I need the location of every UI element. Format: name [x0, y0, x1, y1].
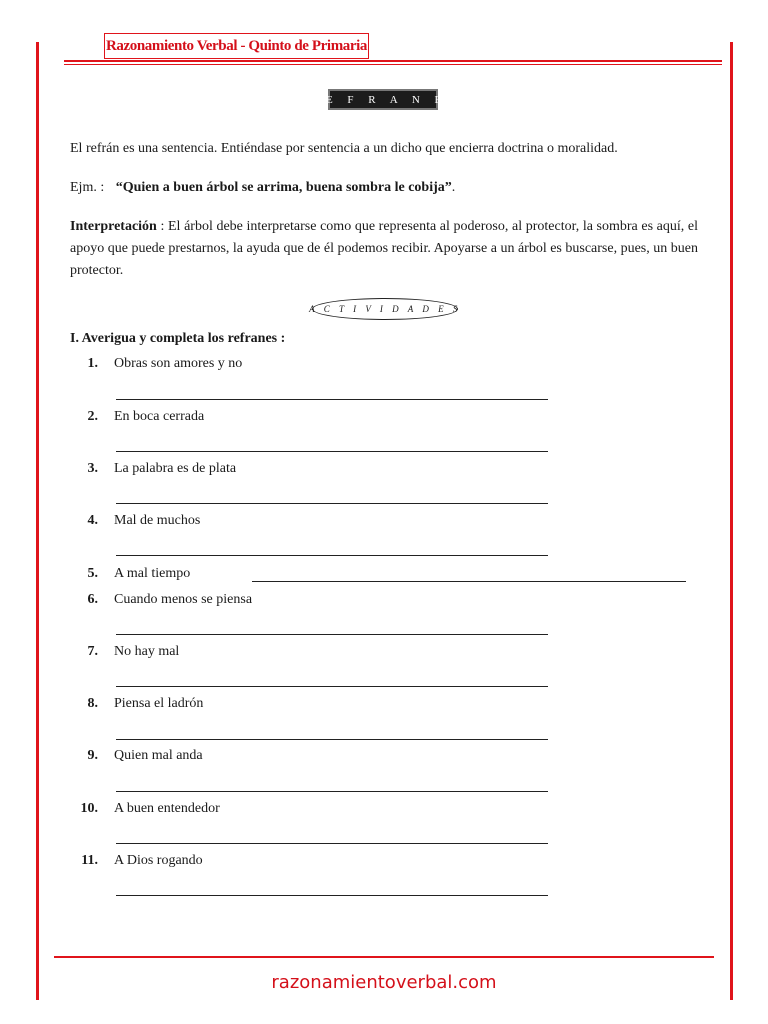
section-title-banner: R E F R A N E S: [328, 89, 438, 110]
header-rule-top: [64, 60, 722, 62]
answer-line[interactable]: [252, 581, 686, 582]
example-label: Ejm. :: [70, 180, 105, 195]
answer-line[interactable]: [116, 739, 548, 740]
item-number: 8.: [87, 696, 98, 711]
item-number: 2.: [87, 409, 98, 424]
exercise-heading: I. Averigua y completa los refranes :: [70, 331, 286, 346]
header-title-box: [104, 33, 369, 59]
answer-line[interactable]: [116, 634, 548, 635]
interpretation-text: : El árbol debe interpretarse como que representa al poderoso, al protector, la sombra es aquí, el apoyo que puede prestarnos, la ayuda que de él podemos recibir. Apoyarse a un árbol es buscarse, pues, un buen protector.: [70, 219, 699, 278]
answer-line[interactable]: [116, 555, 548, 556]
item-text: A Dios rogando: [114, 853, 203, 868]
item-text: Cuando menos se piensa: [114, 592, 253, 607]
answer-line[interactable]: [116, 843, 548, 844]
footer-website: razonamientoverbal.com: [271, 972, 497, 993]
item-text: Mal de muchos: [114, 513, 201, 528]
item-number: 4.: [87, 513, 98, 528]
example-quote: “Quien a buen árbol se arrima, buena sombra le cobija”: [115, 180, 452, 195]
answer-line[interactable]: [116, 895, 548, 896]
answer-line[interactable]: [116, 791, 548, 792]
interpretation-paragraph: [70, 216, 698, 282]
answer-line[interactable]: [116, 451, 548, 452]
item-number: 1.: [87, 356, 98, 371]
answer-line[interactable]: [116, 686, 548, 687]
header-rule-bottom: [64, 64, 722, 65]
item-text: A mal tiempo: [114, 566, 191, 581]
left-border-line: [36, 42, 39, 1000]
item-number: 7.: [87, 644, 98, 659]
intro-paragraph: El refrán es una sentencia. Entiéndase por sentencia a un dicho que encierra doctrina o moralidad.: [70, 141, 618, 156]
item-text: Obras son amores y no: [114, 356, 243, 371]
interpretation-label: Interpretación: [70, 219, 157, 234]
example-end: .: [451, 180, 456, 195]
item-number: 9.: [87, 748, 98, 763]
item-number: 5.: [87, 566, 98, 581]
item-number: 10.: [80, 801, 98, 816]
activities-oval-label: A C T I V I D A D E S: [312, 298, 458, 320]
answer-line[interactable]: [116, 399, 548, 400]
item-number: 11.: [81, 853, 98, 868]
item-text: No hay mal: [114, 644, 180, 659]
right-border-line: [730, 42, 733, 1000]
item-text: En boca cerrada: [114, 409, 205, 424]
item-text: A buen entendedor: [114, 801, 220, 816]
footer-rule: [54, 956, 714, 958]
header-title: Razonamiento Verbal - Quinto de Primaria: [105, 37, 368, 54]
item-number: 6.: [87, 592, 98, 607]
item-text: Piensa el ladrón: [114, 696, 204, 711]
example-line: [70, 177, 698, 199]
item-number: 3.: [87, 461, 98, 476]
item-text: La palabra es de plata: [114, 461, 237, 476]
item-text: Quien mal anda: [114, 748, 203, 763]
answer-line[interactable]: [116, 503, 548, 504]
